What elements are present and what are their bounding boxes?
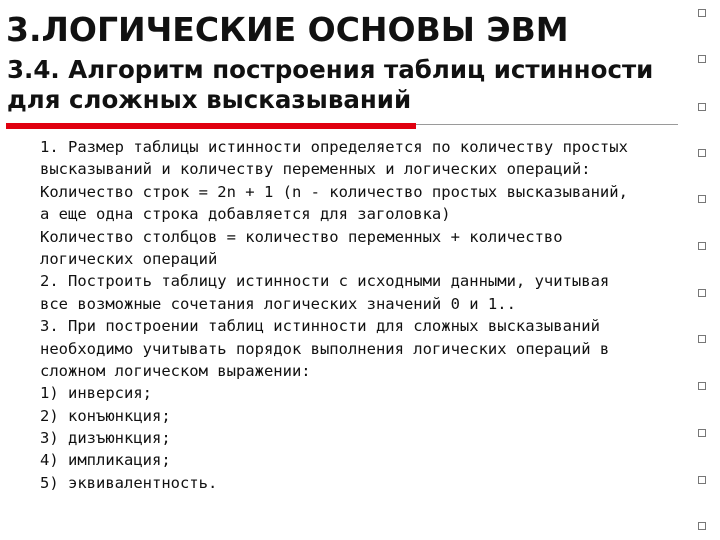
body-line: сложном логическом выражении: (40, 361, 311, 380)
decorative-square (698, 522, 706, 530)
subtitle-line-1: 3.4. Алгоритм построения таблиц истинности (7, 55, 654, 84)
decorative-square (698, 429, 706, 437)
decorative-square (698, 103, 706, 111)
accent-bar (6, 123, 416, 129)
decorative-square (698, 195, 706, 203)
decorative-square (698, 335, 706, 343)
decorative-square (698, 55, 706, 63)
body-line: логических операций (40, 249, 218, 268)
list-item: 4) импликация; (40, 451, 171, 470)
decorative-square (698, 476, 706, 484)
subtitle-line-2: для сложных высказываний (7, 85, 412, 114)
list-item: 1) инверсия; (40, 384, 152, 403)
body-line: все возможные сочетания логических значений 0 и 1.. (40, 294, 516, 313)
list-item: 3) дизъюнкция; (40, 429, 171, 448)
body-line: Количество столбцов = количество переменных + количество (40, 227, 563, 246)
body-line: Количество строк = 2n + 1 (n - количество простых высказываний, (40, 182, 628, 201)
decorative-square (698, 382, 706, 390)
decorative-square (698, 242, 706, 250)
decorative-square (698, 289, 706, 297)
slide-title: 3.ЛОГИЧЕСКИЕ ОСНОВЫ ЭВМ (6, 10, 569, 49)
body-line: а еще одна строка добавляется для заголовка) (40, 205, 451, 224)
list-item: 2) конъюнкция; (40, 406, 171, 425)
body-text (40, 136, 690, 494)
list-item: 5) эквивалентность. (40, 473, 218, 492)
body-line: 3. При построении таблиц истинности для сложных высказываний (40, 317, 600, 336)
decorative-square (698, 149, 706, 157)
body-line: высказываний и количеству переменных и логических операций: (40, 160, 591, 179)
decorative-square (698, 9, 706, 17)
body-line: необходимо учитывать порядок выполнения логических операций в (40, 339, 610, 358)
slide-subtitle (7, 55, 653, 115)
body-line: 1. Размер таблицы истинности определяется по количеству простых (40, 138, 628, 156)
body-line: 2. Построить таблицу истинности с исходными данными, учитывая (40, 272, 610, 291)
